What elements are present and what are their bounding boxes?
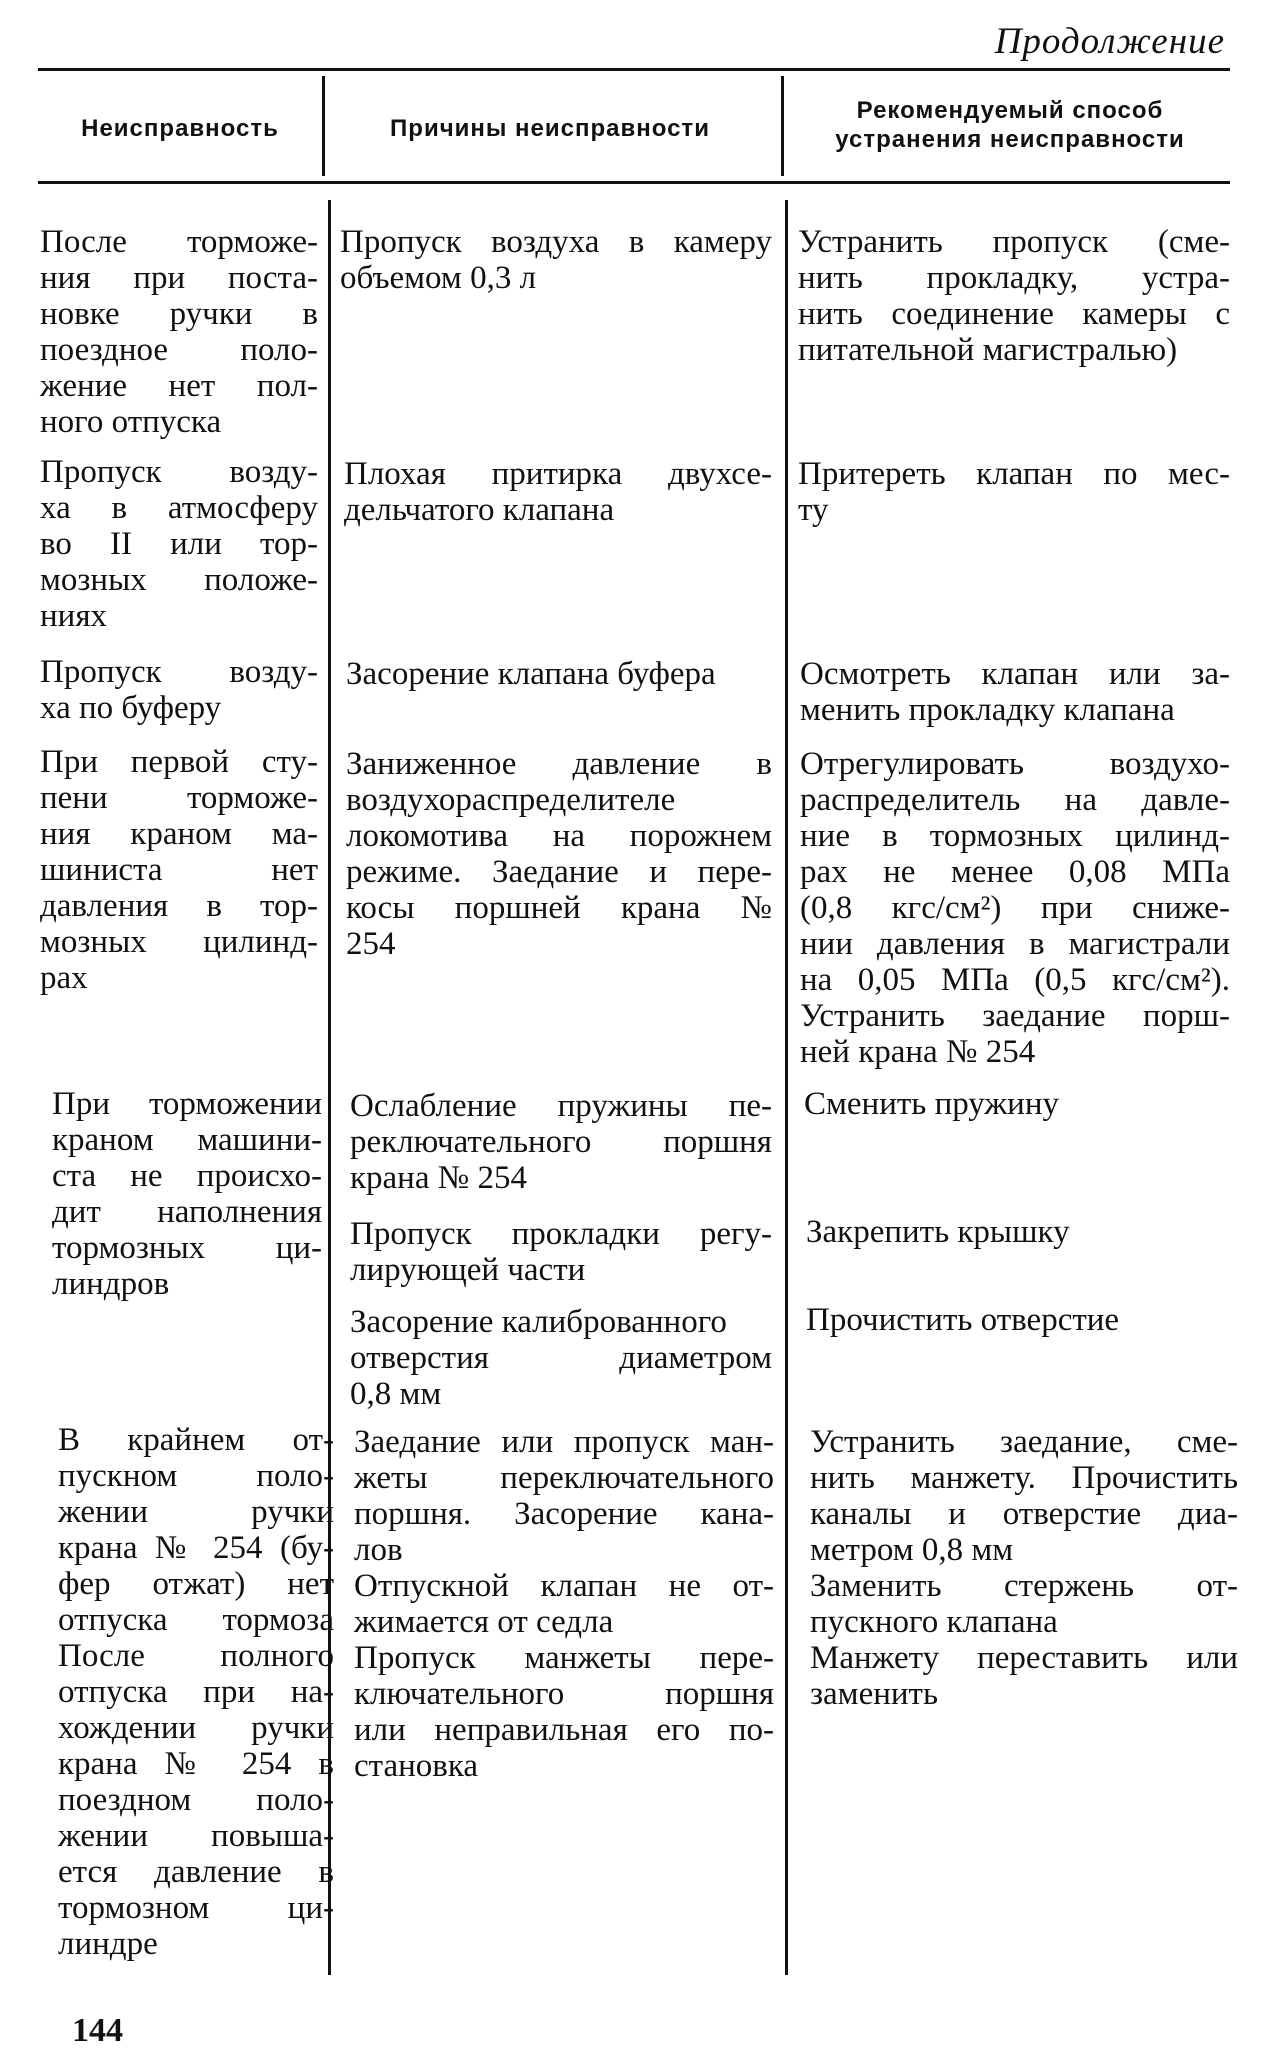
header-bottom-rule xyxy=(38,181,1230,184)
row-3-remedy: Осмотреть клапан или за- менить прокладку клапана xyxy=(800,656,1230,728)
row-2-remedy: Притереть клапан по мес- ту xyxy=(798,456,1230,528)
row-5-remedy-1: Сменить пружину xyxy=(804,1086,1059,1122)
row-6-fault: В крайнем от- пускном поло- жении ручки крана № 254 (бу- фер отжат) нет отпуска тормоза После полного отпуска при на- хождении ручки крана № 254 в поездном поло- жении повыша- ется давление в тормозном ци- линдре xyxy=(58,1422,334,1962)
column-divider-2 xyxy=(785,200,788,1975)
header-divider-2 xyxy=(781,76,784,176)
page-number: 144 xyxy=(72,2012,123,2049)
row-4-cause: Заниженное давление в воздухораспределителе локомотива на порожнем режиме. Заедание и пере- косы поршней крана № 254 xyxy=(346,746,772,962)
row-6-remedy-1: Устранить заедание, сме- нить манжету. Прочистить каналы и отверстие диа- метром 0,8 мм xyxy=(810,1424,1238,1568)
header-causes: Причины неисправности xyxy=(390,115,710,142)
row-5-cause-1: Ослабление пружины пе- реключательного поршня крана № 254 xyxy=(350,1088,772,1196)
row-1-fault: После торможе- ния при поста- новке ручки в поездное поло- жение нет пол- ного отпуска xyxy=(40,224,318,440)
row-5-remedy-2: Закрепить крышку xyxy=(806,1214,1070,1250)
table-top-rule xyxy=(38,68,1230,71)
row-6-remedy-3: Манжету переставить или заменить xyxy=(810,1640,1238,1712)
header-remedy: Рекомендуемый способ устранения неисправности xyxy=(835,97,1185,153)
row-4-remedy: Отрегулировать воздухо- распределитель на давле- ние в тормозных цилинд- рах не менее 0,08 МПа (0,8 кгс/см²) при сниже- нии давления в магистрали на 0,05 МПа (0,5 кгс/см²). Устранить заедание порш- ней крана № 254 xyxy=(800,746,1230,1070)
header-divider-1 xyxy=(322,76,325,176)
row-2-cause: Плохая притирка двухсе- дельчатого клапана xyxy=(344,456,772,528)
row-5-fault: При торможении краном машини- ста не происхо- дит наполнения тормозных ци- линдров xyxy=(52,1086,322,1302)
header-fault: Неисправность xyxy=(81,115,279,142)
continuation-label: Продолжение xyxy=(994,21,1225,62)
row-5-cause-2: Пропуск прокладки регу- лирующей части xyxy=(350,1216,772,1288)
row-6-cause-2: Отпускной клапан не от- жимается от седла xyxy=(354,1568,774,1640)
row-6-cause-1: Заедание или пропуск ман- жеты переключательного поршня. Засорение кана- лов xyxy=(354,1424,774,1568)
row-1-cause: Пропуск воздуха в камеру объемом 0,3 л xyxy=(340,224,772,296)
row-6-remedy-2: Заменить стержень от- пускного клапана xyxy=(810,1568,1238,1640)
row-2-fault: Пропуск возду- ха в атмосферу во II или тор- мозных положе- ниях xyxy=(40,454,318,634)
row-4-fault: При первой сту- пени торможе- ния краном ма- шиниста нет давления в тор- мозных цилинд- рах xyxy=(40,744,318,996)
row-3-fault: Пропуск возду- ха по буферу xyxy=(40,654,318,726)
row-6-cause-3: Пропуск манжеты пере- ключательного поршня или неправильная его по- становка xyxy=(354,1640,774,1784)
row-1-remedy: Устранить пропуск (сме- нить прокладку, устра- нить соединение камеры с питательной магистралью) xyxy=(798,224,1230,368)
row-3-cause: Засорение клапана буфера xyxy=(346,656,716,692)
row-5-remedy-3: Прочистить отверстие xyxy=(806,1302,1120,1338)
row-5-cause-3: Засорение калиброванного отверстия диаметром 0,8 мм xyxy=(350,1304,772,1412)
